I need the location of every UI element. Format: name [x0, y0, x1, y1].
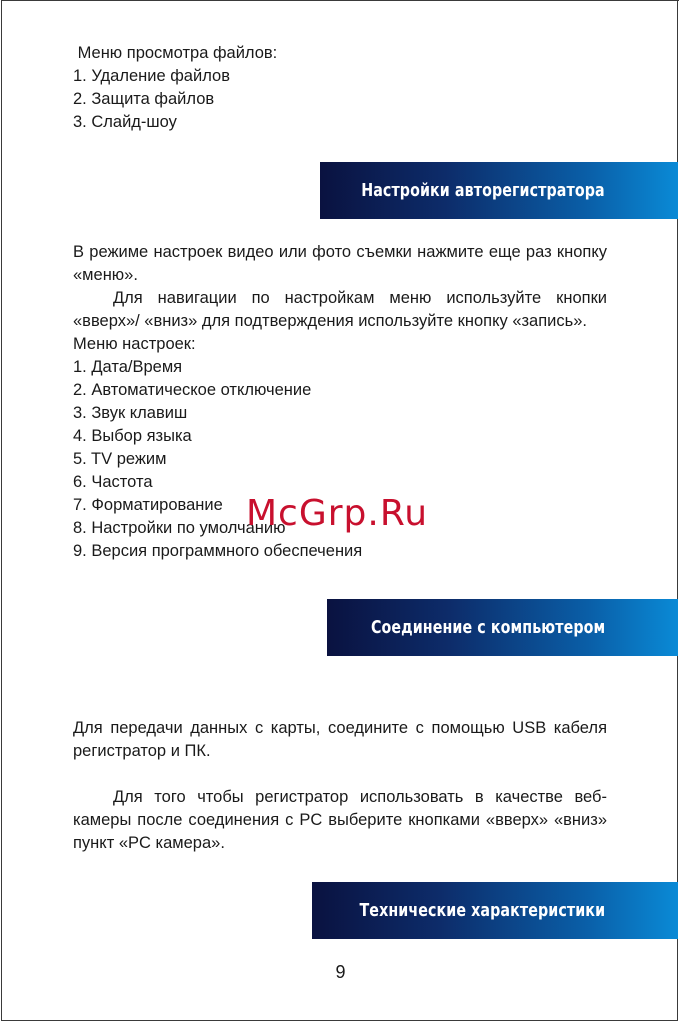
settings-menu-item: 8. Настройки по умолчанию	[73, 519, 286, 537]
section-banner-title: Настройки авторегистратора	[361, 180, 605, 201]
settings-menu-item: 5. TV режим	[73, 450, 167, 468]
settings-menu-item: 4. Выбор языка	[73, 427, 192, 445]
settings-menu-item: 9. Версия программного обеспечения	[73, 542, 363, 560]
settings-menu-item: 2. Автоматическое отключение	[73, 381, 312, 399]
settings-menu-item: 3. Звук клавиш	[73, 404, 188, 422]
file-menu-section	[73, 42, 607, 134]
settings-menu-item: 1. Дата/Время	[73, 358, 183, 376]
settings-paragraph: В режиме настроек видео или фото съемки нажмите еще раз кнопку «меню».	[73, 243, 607, 284]
section-banner-title: Технические характеристики	[359, 900, 605, 921]
watermark: McGrp.Ru	[246, 493, 429, 534]
settings-menu-item: 7. Форматирование	[73, 496, 223, 514]
section-banner-settings	[320, 162, 678, 219]
section-banner-pc	[327, 599, 678, 656]
file-menu-title: Меню просмотра файлов:	[73, 44, 278, 62]
file-menu-item: 3. Слайд-шоу	[73, 113, 177, 131]
section-banner-title: Соединение с компьютером	[370, 617, 605, 638]
section-banner-specs	[312, 882, 678, 939]
page-number: 9	[335, 962, 346, 982]
file-menu-item: 1. Удаление файлов	[73, 67, 230, 85]
settings-menu-title: Меню настроек:	[73, 335, 196, 353]
pc-section	[73, 717, 607, 855]
file-menu-item: 2. Защита файлов	[73, 90, 215, 108]
pc-paragraph: Для передачи данных с карты, соедините с помощью USB кабеля регистратор и ПК.	[73, 719, 607, 760]
settings-paragraph: Для навигации по настройкам меню используйте кнопки «вверх»/ «вниз» для подтверждения используйте кнопку «запись».	[73, 289, 607, 330]
settings-menu-item: 6. Частота	[73, 473, 153, 491]
pc-paragraph: Для того чтобы регистратор использовать в качестве веб-камеры после соединения с PC выберите кнопками «вверх» «вниз» пункт «PC камера».	[73, 788, 607, 852]
